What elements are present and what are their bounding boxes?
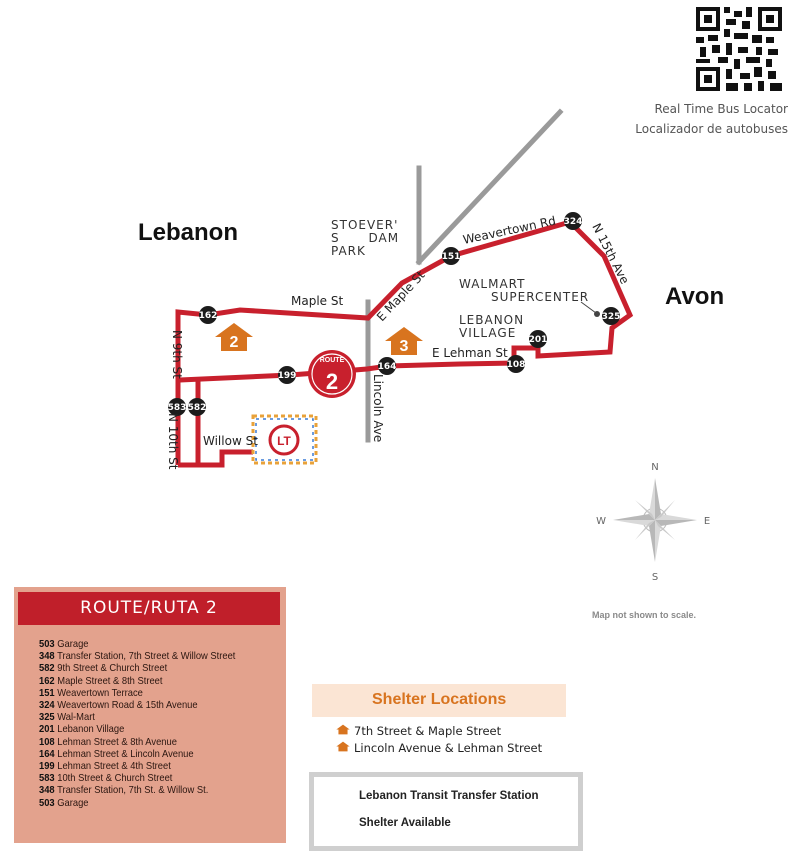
- route-stop-item: [39, 761, 235, 773]
- place-label-stoever-1: STOEVER': [331, 218, 399, 232]
- qr-label-en: Real Time Bus Locator: [654, 102, 788, 116]
- place-label-walmart-1: WALMART: [459, 277, 526, 291]
- route-stop-name: Lebanon Village: [57, 724, 125, 736]
- street-label-n9th: N 9th St: [170, 330, 184, 379]
- svg-text:LT: LT: [277, 434, 291, 448]
- place-label-walmart-2: SUPERCENTER: [491, 290, 590, 304]
- route-stop-id: 348: [39, 651, 55, 663]
- route-stop-id: 325: [39, 712, 55, 724]
- scale-note: Map not shown to scale.: [592, 610, 697, 620]
- route-stop-item: [39, 724, 235, 736]
- svg-text:E: E: [703, 516, 711, 527]
- route-stop-name: Lehman Street & 4th Street: [57, 761, 171, 773]
- place-label-village-2: VILLAGE: [459, 326, 517, 340]
- route-stop-name: Garage: [57, 639, 89, 650]
- route-stop-id: 201: [39, 724, 55, 736]
- svg-text:108: 108: [506, 360, 526, 370]
- route-stop-item: [39, 651, 235, 663]
- street-label-maple: Maple St: [291, 294, 344, 308]
- route-stop-item: [39, 663, 235, 675]
- svg-text:S: S: [651, 572, 659, 583]
- route-stop-item: [39, 700, 235, 712]
- route-stop-item: [39, 712, 235, 724]
- stop-162[interactable]: [199, 306, 218, 324]
- stop-164[interactable]: [378, 357, 397, 375]
- legend-shelter-label: Shelter Available: [359, 817, 451, 829]
- town-label-lebanon: Lebanon: [138, 219, 238, 246]
- route-stop-item: [39, 785, 235, 797]
- legend-box: [309, 772, 583, 851]
- stop-199[interactable]: [278, 366, 297, 384]
- street-label-e-lehman: E Lehman St: [432, 346, 508, 360]
- route-stop-id: 583: [39, 773, 55, 785]
- street-label-lincoln: Lincoln Ave: [371, 374, 385, 443]
- street-label-willow: Willow St: [203, 434, 258, 448]
- stop-201[interactable]: [529, 330, 548, 348]
- svg-text:151: 151: [441, 252, 461, 262]
- shelter-marker-2[interactable]: [215, 323, 253, 351]
- route-stop-id: 348: [39, 785, 55, 797]
- town-label-avon: Avon: [665, 283, 725, 310]
- gray-streets: [368, 112, 560, 443]
- route-2-badge: [308, 350, 356, 398]
- route-stop-id: 503: [39, 797, 55, 809]
- stop-324[interactable]: [564, 212, 583, 230]
- place-label-village-1: LEBANON: [459, 313, 525, 327]
- route-stop-item: [39, 749, 235, 761]
- street-label-e-maple: E Maple St: [373, 267, 428, 325]
- shelter-title: Shelter Locations: [372, 691, 507, 708]
- route-stop-id: 503: [39, 639, 55, 650]
- shelter-list-icon-2: [336, 742, 349, 752]
- route-stop-id: 151: [39, 687, 55, 699]
- route-stop-name: Lehman Street & 8th Avenue: [57, 736, 177, 748]
- svg-text:ROUTE: ROUTE: [319, 357, 345, 364]
- route-stop-name: Transfer Station, 7th Street & Willow Street: [57, 651, 236, 663]
- svg-text:324: 324: [563, 217, 583, 227]
- shelter-item-2: Lincoln Avenue & Lehman Street: [354, 741, 543, 755]
- route-stop-name: Wal-Mart: [57, 712, 95, 724]
- svg-text:582: 582: [187, 403, 207, 413]
- route-stop-name: Lehman Street & Lincoln Avenue: [57, 748, 194, 760]
- stop-582[interactable]: [188, 398, 207, 416]
- route-stop-id: 199: [39, 761, 55, 773]
- legend-transfer-label: Lebanon Transit Transfer Station: [359, 790, 539, 802]
- route-stop-name: Garage: [57, 797, 89, 809]
- route-stop-item: [39, 773, 235, 785]
- svg-text:164: 164: [377, 362, 397, 372]
- route-stop-id: 582: [39, 663, 55, 675]
- qr-label-es: Localizador de autobuses: [635, 122, 788, 136]
- street-label-n15th: N 15th Ave: [589, 221, 632, 287]
- route-stop-id: 108: [39, 736, 55, 748]
- route-stop-item: [39, 798, 235, 810]
- route-stop-name: Weavertown Road & 15th Avenue: [57, 700, 198, 712]
- svg-text:199: 199: [277, 371, 297, 381]
- route-stop-item: [39, 639, 235, 651]
- svg-text:201: 201: [528, 335, 548, 345]
- svg-text:W: W: [596, 516, 606, 527]
- route-stop-name: 10th Street & Church Street: [57, 773, 173, 785]
- svg-text:162: 162: [198, 311, 218, 321]
- route-stop-name: Maple Street & 8th Street: [57, 675, 163, 687]
- svg-text:3: 3: [399, 338, 409, 355]
- route-stop-item: [39, 688, 235, 700]
- route-stop-id: 162: [39, 675, 55, 687]
- route-stop-id: 324: [39, 700, 55, 712]
- place-label-stoever-2: S DAM: [331, 231, 400, 245]
- route-stop-id: 164: [39, 748, 55, 760]
- route-title: ROUTE/RUTA 2: [18, 592, 280, 625]
- shelter-marker-3[interactable]: [385, 327, 423, 355]
- compass-rose-icon: [596, 462, 710, 583]
- route-stop-list: [39, 639, 252, 810]
- walmart-pointer: [581, 302, 600, 317]
- route-stop-item: [39, 737, 235, 749]
- route-stop-item: [39, 676, 235, 688]
- transfer-station-icon[interactable]: [253, 416, 316, 463]
- route-stop-name: 9th Street & Church Street: [57, 663, 168, 675]
- stop-108[interactable]: [507, 355, 526, 373]
- qr-code[interactable]: [696, 7, 782, 91]
- street-label-n10th: N 10th St: [166, 413, 180, 470]
- street-label-weavertown: Weavertown Rd: [461, 213, 558, 247]
- shelter-item-1: 7th Street & Maple Street: [354, 724, 502, 738]
- route-stop-name: Weavertown Terrace: [57, 687, 143, 699]
- svg-text:2: 2: [325, 369, 339, 394]
- place-label-stoever-3: PARK: [331, 244, 366, 258]
- svg-text:N: N: [651, 462, 659, 473]
- svg-text:2: 2: [229, 334, 239, 351]
- svg-text:583: 583: [167, 403, 187, 413]
- svg-text:325: 325: [601, 312, 621, 322]
- shelter-list-icon-1: [336, 725, 349, 735]
- route-stop-name: Transfer Station, 7th St. & Willow St.: [57, 785, 209, 797]
